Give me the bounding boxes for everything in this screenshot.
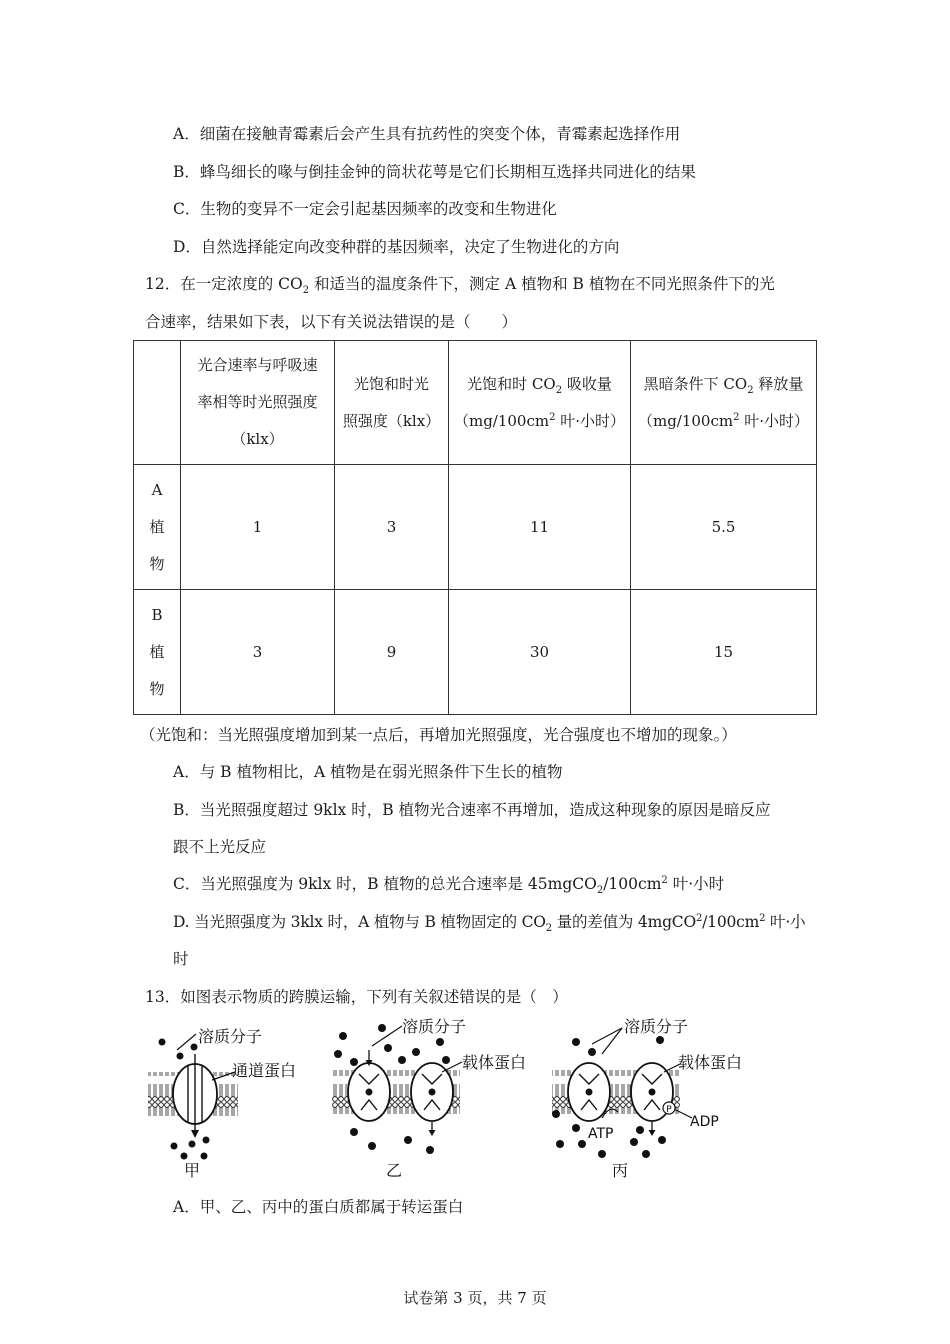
q12-stem-line1: 12．在一定浓度的 $CO_2$ 和适当的温度条件下，测定 A 植物和 B 植物在不同光照条件下的光: [145, 275, 775, 297]
jia-protein-label: 通道蛋白: [232, 1061, 297, 1080]
q12-option-b-line1: B．当光照强度超过 9klx 时，B 植物光合速率不再增加，造成这种现象的原因是暗反应: [173, 801, 771, 819]
q12-data-table: [133, 340, 817, 715]
yi-solute-label: 溶质分子: [402, 1017, 467, 1036]
table-cell: 30: [449, 590, 631, 715]
q12-note: （光饱和：当光照强度增加到某一点后，再增加光照强度，光合强度也不增加的现象。）: [140, 726, 737, 744]
q12-stem-line2: 合速率，结果如下表，以下有关说法错误的是（ ）: [145, 313, 518, 331]
q11-option-c: C．生物的变异不一定会引起基因频率的改变和生物进化: [173, 200, 557, 218]
q12-option-d-line1: D. 当光照强度为 3klx 时，A 植物与 B 植物固定的 $CO_2$ 量的差值为 $4mgCO^2/100cm^2$ 叶·小: [173, 912, 806, 935]
row-label-a: A 植 物: [134, 465, 181, 590]
yi-caption: 乙: [386, 1161, 403, 1180]
q12-option-a: A．与 B 植物相比，A 植物是在弱光照条件下生长的植物: [173, 763, 563, 781]
header-saturation-light: 光饱和时光 照强度（klx）: [335, 341, 449, 465]
bing-solute-label: 溶质分子: [624, 1017, 689, 1036]
jia-solute-label: 溶质分子: [198, 1027, 263, 1046]
membrane-transport-figure: [140, 1014, 760, 1184]
q12-option-d-line2: 时: [173, 950, 189, 968]
q12-option-c: C．当光照强度为 9klx 时，B 植物的总光合速率是 $45mgCO_2/100cm^2$ 叶·小时: [173, 874, 725, 897]
table-row: [134, 465, 817, 590]
table-cell: 1: [181, 465, 335, 590]
q13-option-a: A．甲、乙、丙中的蛋白质都属于转运蛋白: [173, 1198, 464, 1216]
header-saturation-co2: 光饱和时 $CO_2$ 吸收量 （$mg/100cm^2$ 叶·小时）: [449, 341, 631, 465]
table-cell: 3: [181, 590, 335, 715]
page-footer: 试卷第 3 页，共 7 页: [403, 1289, 547, 1307]
q11-option-b: B．蜂鸟细长的喙与倒挂金钟的筒状花萼是它们长期相互选择共同进化的结果: [173, 163, 696, 181]
table-header-row: [134, 341, 817, 465]
table-cell: 9: [335, 590, 449, 715]
panel-yi: [332, 1017, 526, 1180]
q11-option-d: D．自然选择能定向改变种群的基因频率，决定了生物进化的方向: [173, 238, 620, 256]
panel-bing: [552, 1017, 742, 1180]
table-cell: 15: [631, 590, 817, 715]
q13-stem: 13．如图表示物质的跨膜运输，下列有关叙述错误的是（ ）: [145, 988, 568, 1006]
bing-caption: 丙: [612, 1161, 629, 1180]
jia-caption: 甲: [184, 1161, 201, 1180]
header-dark-co2: 黑暗条件下 $CO_2$ 释放量 （$mg/100cm^2$ 叶·小时）: [631, 341, 817, 465]
table-cell: 11: [449, 465, 631, 590]
row-label-b: B 植 物: [134, 590, 181, 715]
header-compensation-point: 光合速率与呼吸速 率相等时光照强度 （klx）: [181, 341, 335, 465]
q12-option-b-line2: 跟不上光反应: [173, 838, 267, 856]
yi-protein-label: 载体蛋白: [462, 1053, 527, 1072]
q11-option-a: A．细菌在接触青霉素后会产生具有抗药性的突变个体，青霉素起选择作用: [173, 125, 681, 143]
atp-label: ATP: [588, 1126, 614, 1142]
bing-protein-label: 载体蛋白: [678, 1053, 743, 1072]
panel-jia: [148, 1027, 296, 1180]
adp-label: ADP: [690, 1114, 719, 1130]
header-empty-cell: [134, 341, 181, 465]
table-row: [134, 590, 817, 715]
table-cell: 5.5: [631, 465, 817, 590]
table-cell: 3: [335, 465, 449, 590]
phosphate-label: P: [666, 1105, 672, 1115]
